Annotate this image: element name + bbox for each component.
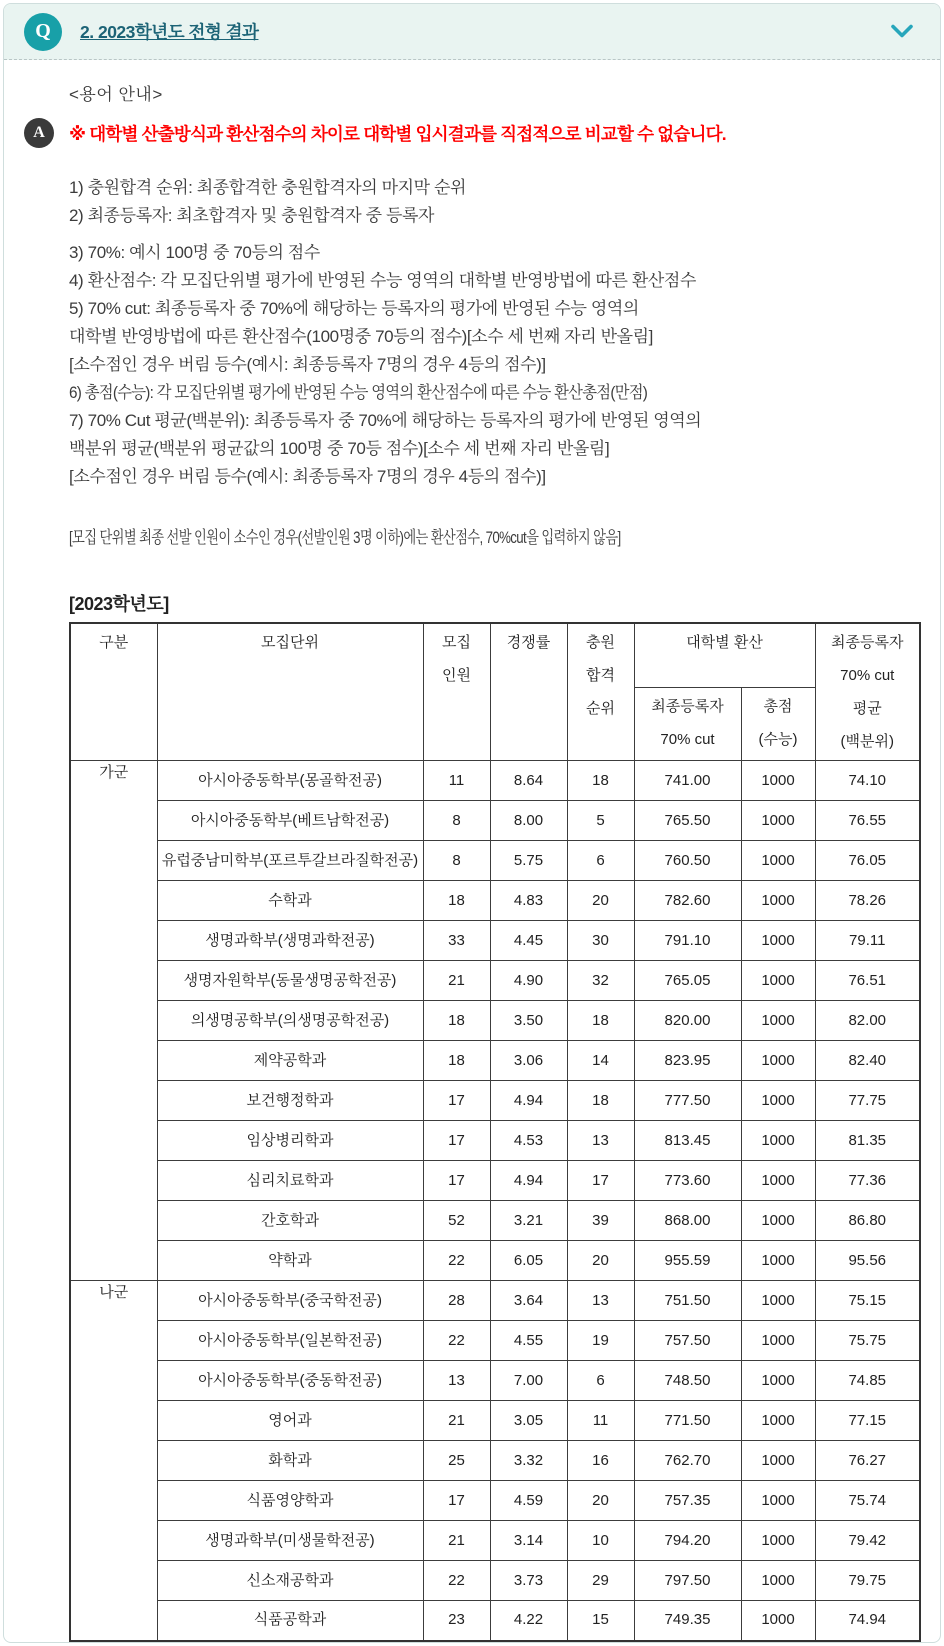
cell-avg: 76.55 <box>815 801 920 841</box>
cell-avg: 75.74 <box>815 1481 920 1521</box>
cell-cut: 777.50 <box>634 1081 741 1121</box>
note-line: 2) 최종등록자: 최초합격자 및 충원합격자 중 등록자 <box>69 206 435 225</box>
col-header-ratio: 경쟁률 <box>490 623 567 761</box>
cell-dept: 약학과 <box>157 1241 423 1281</box>
terms-guide-heading: <용어 안내> <box>69 85 163 104</box>
cell-ratio: 4.55 <box>490 1321 567 1361</box>
cell-total: 1000 <box>741 1081 815 1121</box>
table-row <box>70 1321 920 1361</box>
table-row <box>70 801 920 841</box>
cell-quota: 28 <box>423 1281 490 1321</box>
question-title-link[interactable]: 2. 2023학년도 전형 결과 <box>80 22 259 42</box>
table-row <box>70 961 920 1001</box>
cell-dept: 식품공학과 <box>157 1601 423 1641</box>
col-header-quota: 모집 인원 <box>423 623 490 761</box>
cell-ratio: 5.75 <box>490 841 567 881</box>
cell-avg: 76.27 <box>815 1441 920 1481</box>
cell-avg: 77.36 <box>815 1161 920 1201</box>
note-line: 대학별 반영방법에 따른 환산점수(100명중 70등의 점수)[소수 세 번째 자리 반올림] <box>69 327 654 346</box>
cell-dept: 생명과학부(미생물학전공) <box>157 1521 423 1561</box>
cell-dept: 보건행정학과 <box>157 1081 423 1121</box>
col-header-total-score: 총점 (수능) <box>741 687 815 760</box>
cell-wait: 6 <box>567 1361 634 1401</box>
cell-quota: 17 <box>423 1161 490 1201</box>
cell-cut: 797.50 <box>634 1561 741 1601</box>
cell-avg: 75.75 <box>815 1321 920 1361</box>
cell-wait: 10 <box>567 1521 634 1561</box>
cell-avg: 82.00 <box>815 1001 920 1041</box>
group-label-cell: 가군 <box>70 761 157 1281</box>
cell-wait: 19 <box>567 1321 634 1361</box>
cell-dept: 아시아중동학부(중동학전공) <box>157 1361 423 1401</box>
chevron-down-icon[interactable] <box>890 24 914 39</box>
cell-ratio: 3.06 <box>490 1041 567 1081</box>
table-row <box>70 1041 920 1081</box>
cell-dept: 화학과 <box>157 1441 423 1481</box>
cell-dept: 간호학과 <box>157 1201 423 1241</box>
cell-dept: 임상병리학과 <box>157 1121 423 1161</box>
table-row <box>70 1401 920 1441</box>
cell-total: 1000 <box>741 1481 815 1521</box>
cell-quota: 21 <box>423 961 490 1001</box>
table-row <box>70 761 920 801</box>
cell-avg: 77.75 <box>815 1081 920 1121</box>
note-line: [소수점인 경우 버림 등수(예시: 최종등록자 7명의 경우 4등의 점수)] <box>69 355 546 374</box>
cell-ratio: 4.94 <box>490 1161 567 1201</box>
cell-avg: 95.56 <box>815 1241 920 1281</box>
cell-wait: 13 <box>567 1281 634 1321</box>
cell-ratio: 3.21 <box>490 1201 567 1241</box>
cell-total: 1000 <box>741 1121 815 1161</box>
cell-dept: 아시아중동학부(몽골학전공) <box>157 761 423 801</box>
table-row <box>70 1561 920 1601</box>
cell-wait: 20 <box>567 1481 634 1521</box>
answer-warning-row <box>33 121 914 146</box>
table-row <box>70 1001 920 1041</box>
cell-cut: 773.60 <box>634 1161 741 1201</box>
cell-quota: 25 <box>423 1441 490 1481</box>
cell-total: 1000 <box>741 1601 815 1641</box>
cell-cut: 823.95 <box>634 1041 741 1081</box>
note-line: [소수점인 경우 버림 등수(예시: 최종등록자 7명의 경우 4등의 점수)] <box>69 467 546 486</box>
cell-wait: 32 <box>567 961 634 1001</box>
cell-avg: 86.80 <box>815 1201 920 1241</box>
cell-ratio: 3.32 <box>490 1441 567 1481</box>
cell-total: 1000 <box>741 1401 815 1441</box>
cell-wait: 20 <box>567 1241 634 1281</box>
group-label-cell: 나군 <box>70 1281 157 1641</box>
note-line: 7) 70% Cut 평균(백분위): 최종등록자 중 70%에 해당하는 등록자의 평가에 반영된 영역의 <box>69 411 702 430</box>
cell-cut: 749.35 <box>634 1601 741 1641</box>
cell-ratio: 4.90 <box>490 961 567 1001</box>
table-row <box>70 1201 920 1241</box>
cell-cut: 757.35 <box>634 1481 741 1521</box>
cell-ratio: 4.59 <box>490 1481 567 1521</box>
cell-wait: 30 <box>567 921 634 961</box>
faq-panel <box>3 3 941 1643</box>
cell-quota: 18 <box>423 881 490 921</box>
table-row <box>70 1481 920 1521</box>
cell-total: 1000 <box>741 1521 815 1561</box>
cell-dept: 아시아중동학부(중국학전공) <box>157 1281 423 1321</box>
cell-wait: 18 <box>567 1001 634 1041</box>
cell-total: 1000 <box>741 1241 815 1281</box>
cell-dept: 생명자원학부(동물생명공학전공) <box>157 961 423 1001</box>
cell-avg: 75.15 <box>815 1281 920 1321</box>
cell-avg: 74.85 <box>815 1361 920 1401</box>
cell-cut: 771.50 <box>634 1401 741 1441</box>
cell-cut: 955.59 <box>634 1241 741 1281</box>
cell-total: 1000 <box>741 1041 815 1081</box>
cell-avg: 79.42 <box>815 1521 920 1561</box>
admission-results-table <box>69 622 921 1642</box>
cell-cut: 868.00 <box>634 1201 741 1241</box>
col-header-avg-percentile: 최종등록자 70% cut 평균 (백분위) <box>815 623 920 761</box>
cell-cut: 748.50 <box>634 1361 741 1401</box>
cell-wait: 39 <box>567 1201 634 1241</box>
cell-wait: 6 <box>567 841 634 881</box>
cell-avg: 81.35 <box>815 1121 920 1161</box>
cell-cut: 741.00 <box>634 761 741 801</box>
cell-total: 1000 <box>741 761 815 801</box>
cell-cut: 813.45 <box>634 1121 741 1161</box>
cell-ratio: 8.64 <box>490 761 567 801</box>
table-row <box>70 1441 920 1481</box>
cell-ratio: 3.50 <box>490 1001 567 1041</box>
cell-wait: 15 <box>567 1601 634 1641</box>
table-row <box>70 1281 920 1321</box>
note-line: 3) 70%: 예시 100명 중 70등의 점수 <box>69 243 320 262</box>
cell-dept: 제약공학과 <box>157 1041 423 1081</box>
cell-avg: 82.40 <box>815 1041 920 1081</box>
cell-dept: 아시아중동학부(베트남학전공) <box>157 801 423 841</box>
note-line: 1) 충원합격 순위: 최종합격한 충원합격자의 마지막 순위 <box>69 178 467 197</box>
note-line: 6) 총점(수능): 각 모집단위별 평가에 반영된 수능 영역의 환산점수에 따른 수능 환산총점(만점) <box>69 383 648 402</box>
cell-cut: 760.50 <box>634 841 741 881</box>
cell-wait: 5 <box>567 801 634 841</box>
cell-quota: 17 <box>423 1481 490 1521</box>
cell-avg: 76.51 <box>815 961 920 1001</box>
cell-ratio: 4.94 <box>490 1081 567 1121</box>
cell-ratio: 3.14 <box>490 1521 567 1561</box>
cell-quota: 11 <box>423 761 490 801</box>
cell-dept: 영어과 <box>157 1401 423 1441</box>
cell-total: 1000 <box>741 801 815 841</box>
table-row <box>70 1601 920 1641</box>
cell-dept: 신소재공학과 <box>157 1561 423 1601</box>
cell-ratio: 4.83 <box>490 881 567 921</box>
cell-avg: 76.05 <box>815 841 920 881</box>
cell-dept: 의생명공학부(의생명공학전공) <box>157 1001 423 1041</box>
cell-total: 1000 <box>741 1361 815 1401</box>
cell-total: 1000 <box>741 1161 815 1201</box>
cell-wait: 18 <box>567 1081 634 1121</box>
col-header-division: 구분 <box>70 623 157 761</box>
cell-ratio: 4.45 <box>490 921 567 961</box>
cell-total: 1000 <box>741 1561 815 1601</box>
cell-quota: 21 <box>423 1521 490 1561</box>
note-group <box>69 239 914 491</box>
cell-ratio: 3.05 <box>490 1401 567 1441</box>
cell-ratio: 4.53 <box>490 1121 567 1161</box>
cell-wait: 20 <box>567 881 634 921</box>
cell-quota: 18 <box>423 1001 490 1041</box>
note-line: 5) 70% cut: 최종등록자 중 70%에 해당하는 등록자의 평가에 반영된 수능 영역의 <box>69 299 639 318</box>
cell-wait: 14 <box>567 1041 634 1081</box>
cell-dept: 생명과학부(생명과학전공) <box>157 921 423 961</box>
table-row <box>70 1161 920 1201</box>
cell-ratio: 8.00 <box>490 801 567 841</box>
cell-quota: 8 <box>423 841 490 881</box>
cell-wait: 18 <box>567 761 634 801</box>
cell-avg: 78.26 <box>815 881 920 921</box>
cell-cut: 762.70 <box>634 1441 741 1481</box>
cell-wait: 13 <box>567 1121 634 1161</box>
cell-cut: 820.00 <box>634 1001 741 1041</box>
q-icon: Q <box>24 13 62 51</box>
table-row <box>70 1521 920 1561</box>
cell-total: 1000 <box>741 1441 815 1481</box>
final-note: [모집 단위별 최종 선발 인원이 소수인 경우(선발인원 3명 이하)에는 환산점수, 70%cut을 입력하지 않음] <box>69 528 621 547</box>
cell-ratio: 3.64 <box>490 1281 567 1321</box>
cell-dept: 수학과 <box>157 881 423 921</box>
cell-wait: 11 <box>567 1401 634 1441</box>
cell-total: 1000 <box>741 961 815 1001</box>
cell-wait: 17 <box>567 1161 634 1201</box>
table-row <box>70 841 920 881</box>
cell-avg: 74.94 <box>815 1601 920 1641</box>
cell-total: 1000 <box>741 881 815 921</box>
cell-total: 1000 <box>741 921 815 961</box>
cell-quota: 22 <box>423 1561 490 1601</box>
cell-ratio: 3.73 <box>490 1561 567 1601</box>
note-line: 4) 환산점수: 각 모집단위별 평가에 반영된 수능 영역의 대학별 반영방법에 따른 환산점수 <box>69 271 696 290</box>
table-row <box>70 1081 920 1121</box>
cell-cut: 782.60 <box>634 881 741 921</box>
cell-ratio: 4.22 <box>490 1601 567 1641</box>
table-row <box>70 1361 920 1401</box>
cell-quota: 22 <box>423 1321 490 1361</box>
cell-quota: 17 <box>423 1081 490 1121</box>
cell-cut: 765.05 <box>634 961 741 1001</box>
cell-avg: 79.75 <box>815 1561 920 1601</box>
cell-total: 1000 <box>741 1001 815 1041</box>
cell-dept: 아시아중동학부(일본학전공) <box>157 1321 423 1361</box>
cell-quota: 8 <box>423 801 490 841</box>
cell-quota: 52 <box>423 1201 490 1241</box>
cell-quota: 21 <box>423 1401 490 1441</box>
answer-content <box>4 60 940 1642</box>
note-group <box>69 174 914 230</box>
table-title: [2023학년도] <box>69 594 169 614</box>
cell-cut: 794.20 <box>634 1521 741 1561</box>
cell-cut: 757.50 <box>634 1321 741 1361</box>
cell-quota: 33 <box>423 921 490 961</box>
question-header-bar[interactable] <box>4 4 940 60</box>
table-row <box>70 921 920 961</box>
cell-dept: 유럽중남미학부(포르투갈브라질학전공) <box>157 841 423 881</box>
col-header-70cut: 최종등록자 70% cut <box>634 687 741 760</box>
cell-avg: 79.11 <box>815 921 920 961</box>
warning-text: ※ 대학별 산출방식과 환산점수의 차이로 대학별 입시결과를 직접적으로 비교할 수 없습니다. <box>69 124 726 144</box>
cell-quota: 17 <box>423 1121 490 1161</box>
table-row <box>70 1241 920 1281</box>
cell-avg: 74.10 <box>815 761 920 801</box>
cell-quota: 23 <box>423 1601 490 1641</box>
cell-cut: 791.10 <box>634 921 741 961</box>
cell-quota: 18 <box>423 1041 490 1081</box>
cell-quota: 13 <box>423 1361 490 1401</box>
table-row <box>70 1121 920 1161</box>
cell-total: 1000 <box>741 1321 815 1361</box>
cell-avg: 77.15 <box>815 1401 920 1441</box>
col-header-unit: 모집단위 <box>157 623 423 761</box>
table-row <box>70 881 920 921</box>
cell-ratio: 7.00 <box>490 1361 567 1401</box>
cell-total: 1000 <box>741 1201 815 1241</box>
note-line: 백분위 평균(백분위 평균값의 100명 중 70등 점수)[소수 세 번째 자리 반올림] <box>69 439 610 458</box>
cell-quota: 22 <box>423 1241 490 1281</box>
term-notes <box>69 174 914 491</box>
cell-total: 1000 <box>741 1281 815 1321</box>
col-header-waitlist: 충원 합격 순위 <box>567 623 634 761</box>
cell-dept: 심리치료학과 <box>157 1161 423 1201</box>
cell-total: 1000 <box>741 841 815 881</box>
col-header-univ-conversion: 대학별 환산 <box>634 623 815 687</box>
cell-ratio: 6.05 <box>490 1241 567 1281</box>
cell-dept: 식품영양학과 <box>157 1481 423 1521</box>
cell-wait: 29 <box>567 1561 634 1601</box>
cell-wait: 16 <box>567 1441 634 1481</box>
a-icon: A <box>24 118 54 148</box>
cell-cut: 765.50 <box>634 801 741 841</box>
cell-cut: 751.50 <box>634 1281 741 1321</box>
